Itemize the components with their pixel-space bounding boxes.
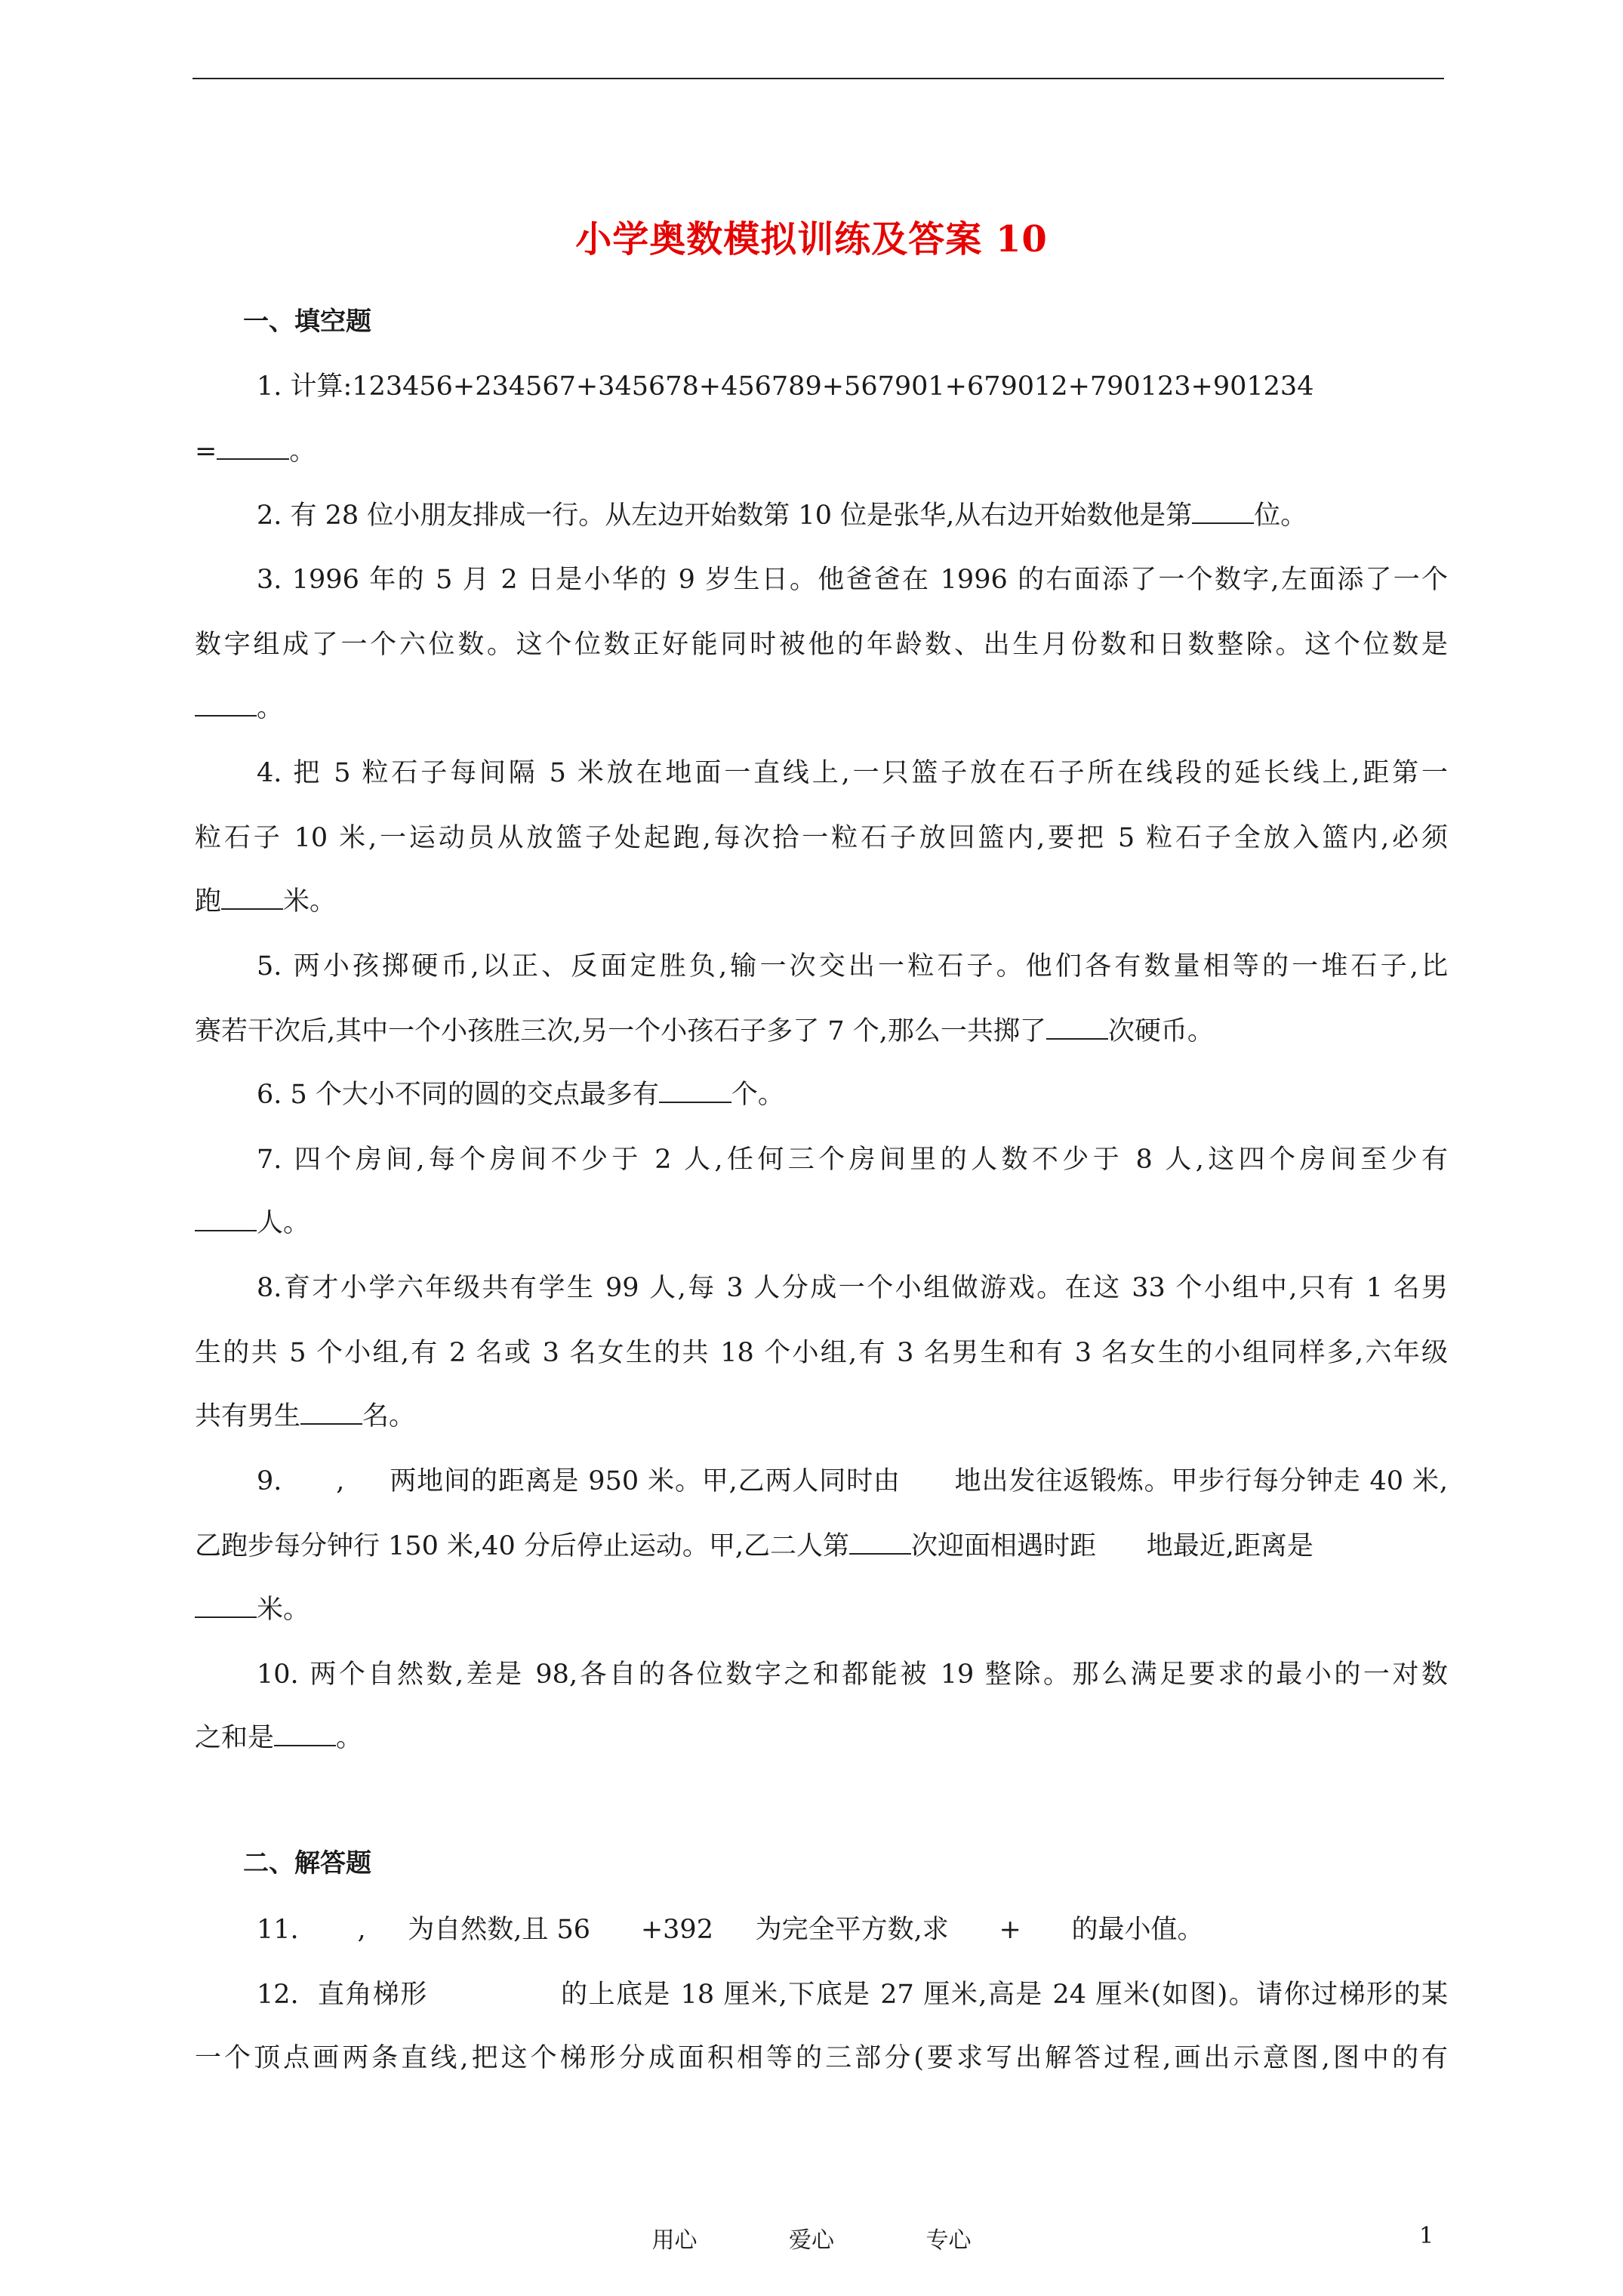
answer-blank [1192,500,1254,524]
section-heading-fill-in: 一、填空题 [243,307,371,337]
question-4-line-1: 4. 把 5 粒石子每间隔 5 米放在地面一直线上,一只篮子放在石子所在线段的延长线上,距第一 [257,758,1448,788]
question-3-line-3: 。 [195,687,1448,725]
section-heading-solve: 二、解答题 [243,1848,371,1878]
question-11: 11. , 为自然数,且 56 +392 为完全平方数,求 + 的最小值。 [257,1915,1204,1945]
question-2: 2. 有 28 位小朋友排成一行。从左边开始数第 10 位是张华,从右边开始数他是第 位。 [257,501,1307,531]
question-6: 6. 5 个大小不同的圆的交点最多有 个。 [257,1080,784,1110]
answer-blank [300,1401,362,1425]
page-title: 小学奥数模拟训练及答案 10 [575,218,1048,260]
question-5-line-1: 5. 两小孩掷硬币,以正、反面定胜负,输一次交出一粒石子。他们各有数量相等的一堆石子,比 [257,951,1448,982]
answer-blank [274,1722,336,1746]
answer-blank [217,436,289,460]
question-10-line-2: 之和是 。 [195,1723,363,1753]
page-number: 1 [1419,2223,1434,2249]
question-9-line-3: 米。 [195,1589,1448,1626]
footer-motto [0,2221,1623,2254]
footer-word: 专心 [925,2227,972,2254]
footer-word: 爱心 [789,2227,834,2254]
question-10-line-1: 10. 两个自然数,差是 98,各自的各位数字之和都能被 19 整除。那么满足要求的最小的一对数 [257,1660,1448,1690]
footer-word: 用心 [651,2227,698,2254]
question-12-line-2: 一个顶点画两条直线,把这个梯形分成面积相等的三部分(要求写出解答过程,画出示意图,图中的有 [195,2043,1448,2073]
question-4-line-3: 跑 米。 [195,886,337,917]
question-12-line-1: 12. 直角梯形 的上底是 18 厘米,下底是 27 厘米,高是 24 厘米(如图)。请你过梯形的某 [257,1980,1448,2010]
question-3-line-2: 数字组成了一个六位数。这个位数正好能同时被他的年龄数、出生月份数和日数整除。这个位数是 [195,630,1448,660]
answer-blank [195,692,257,717]
question-8-line-3: 共有男生 名。 [195,1401,416,1432]
question-7-line-2: 人。 [195,1202,1448,1240]
answer-blank [221,886,283,910]
answer-blank [659,1079,731,1103]
question-1-line-1: 1. 计算:123456+234567+345678+456789+567901+679012+790123+901234 [257,371,1314,402]
answer-blank [195,1594,257,1618]
answer-blank [849,1530,911,1555]
question-8-line-2: 生的共 5 个小组,有 2 名或 3 名女生的共 18 个小组,有 3 名男生和有 3 名女生的小组同样多,六年级 [195,1338,1448,1368]
question-3-line-1: 3. 1996 年的 5 月 2 日是小华的 9 岁生日。他爸爸在 1996 的右面添了一个数字,左面添了一个 [257,565,1448,595]
header-rule [192,78,1444,79]
answer-blank [195,1207,257,1231]
question-9-line-1: 9. , 两地间的距离是 950 米。甲,乙两人同时由 地出发往返锻炼。甲步行每分钟走 40 米, [257,1466,1448,1496]
question-4-line-2: 粒石子 10 米,一运动员从放篮子处起跑,每次拾一粒石子放回篮内,要把 5 粒石子全放入篮内,必须 [195,823,1448,853]
question-8-line-1: 8.育才小学六年级共有学生 99 人,每 3 人分成一个小组做游戏。在这 33 个小组中,只有 1 名男 [257,1273,1448,1303]
question-7-line-1: 7. 四个房间,每个房间不少于 2 人,任何三个房间里的人数不少于 8 人,这四个房间至少有 [257,1145,1448,1175]
answer-blank [1046,1015,1108,1040]
question-1-line-2: = 。 [195,436,316,467]
question-9-line-2: 乙跑步每分钟行 150 米,40 分后停止运动。甲,乙二人第 次迎面相遇时距 地最近,距离是 [195,1531,1313,1561]
question-5-line-2: 赛若干次后,其中一个小孩胜三次,另一个小孩石子多了 7 个,那么一共掷了 次硬币。 [195,1016,1214,1046]
